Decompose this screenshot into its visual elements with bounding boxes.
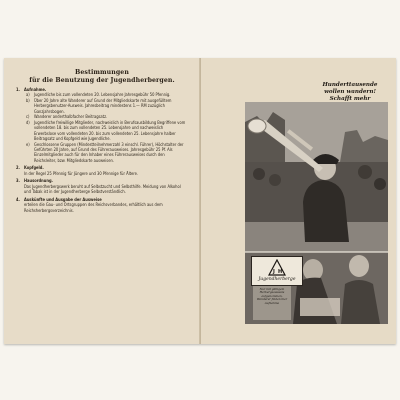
section-heading: Auskünfte und Ausgabe der Ausweise xyxy=(24,196,102,202)
item-label: b) xyxy=(26,97,30,103)
slogan-line: Schafft mehr xyxy=(329,96,371,102)
rule-section-house-rules xyxy=(16,178,186,194)
page-subtitle: für die Benutzung der Jugendherbergen. xyxy=(29,77,175,84)
svg-text:H: H xyxy=(278,269,283,275)
item-label: e) xyxy=(26,141,30,147)
rule-item xyxy=(24,142,186,164)
section-heading: Hausordnung. xyxy=(24,178,53,184)
slogan-line: Hunderttausende xyxy=(322,82,378,88)
item-label: c) xyxy=(26,114,30,120)
rule-section-admission xyxy=(16,87,186,163)
section-number: 3. xyxy=(16,178,20,184)
item-text: Jugendliche bis zum vollendeten 20. Lebensjahre Jahresgebühr 50 Pfennig. xyxy=(34,92,171,98)
photo-collage xyxy=(245,102,388,324)
section-heading: Kopfgeld. xyxy=(24,165,44,171)
section-text: In der Regel 25 Pfennig für Jüngere und 30 Pfennige für Ältere. xyxy=(24,170,139,176)
item-text: Geschlossene Gruppen (Mindestteilnehmerzahl 3 einschl. Führer), Höchstalter der Geführten 20 Jahre, auf Grund des Führerausweises. Jahresgebühr 25 Pf. Als Einzelmitglieder auch für den Inhaber eines Führerausweises durch den Reichsleiter, bzw. Mitgliedskarte ausweisen. xyxy=(34,141,184,163)
section-text: erteilen die Gau- und Ortsgruppen des Reichsverbandes, erhältlich aus dem Reichsherbergsverzeichnis. xyxy=(24,202,163,213)
section-number: 4. xyxy=(16,196,20,202)
rule-section-information xyxy=(16,197,186,213)
item-label: a) xyxy=(26,92,30,98)
item-label: d) xyxy=(26,119,30,125)
rule-section-fee xyxy=(16,165,186,176)
section-number: 1. xyxy=(16,87,20,92)
page-title: Bestimmungen xyxy=(75,69,129,76)
item-text: Wanderer anderthalbfacher Beitragsatz. xyxy=(34,114,108,120)
item-text: Über 20 Jahre alte Wanderer auf Grund der Mitgliedskarte mit ausgefülltem Herbergsbenutzer-Ausweis. Jahresbeitrag mindestens 1.— RM zuzüglich Ganzjahrsbogen. xyxy=(34,97,172,114)
rules-list xyxy=(16,87,186,213)
right-page xyxy=(201,58,396,344)
rule-item xyxy=(24,120,186,142)
svg-text:J: J xyxy=(273,269,275,275)
section-text: Das Jugendherbergswerk beruht auf Selbstzucht und Selbsthilfe. Meidung von Alkohol und Tabak ist in der Jugendherberge Selbstverständlich. xyxy=(24,183,181,195)
emblem-label: Jugendherberge xyxy=(258,277,296,282)
section-heading: Aufnahme. xyxy=(24,87,47,92)
rule-item xyxy=(24,98,186,114)
left-page xyxy=(4,58,200,344)
triangle-logo-icon xyxy=(268,259,286,277)
slogan-line: wollen wandern! xyxy=(324,89,376,95)
section-number: 2. xyxy=(16,165,20,171)
youth-hostel-emblem xyxy=(251,256,303,286)
item-text: Jugendliche freiwillige Mitglieder, nachweislich in Berufsausbildung Begriffene vom vollendeten 18. bis zum vollendeten 25. Lebensjahre und nachweislich Erwerbslose vom vollendeten 20. bis zum vollendeten 25. Lebensjahre halber Beitragsatz und Kopfgeld wie Jugendliche. xyxy=(34,119,186,142)
hostel-notice-sign: Nur mit gültigem Herbergsausweis aufgenommen, Wanderer finden hier Aufnahme xyxy=(253,286,291,320)
booklet-spread xyxy=(4,58,396,344)
